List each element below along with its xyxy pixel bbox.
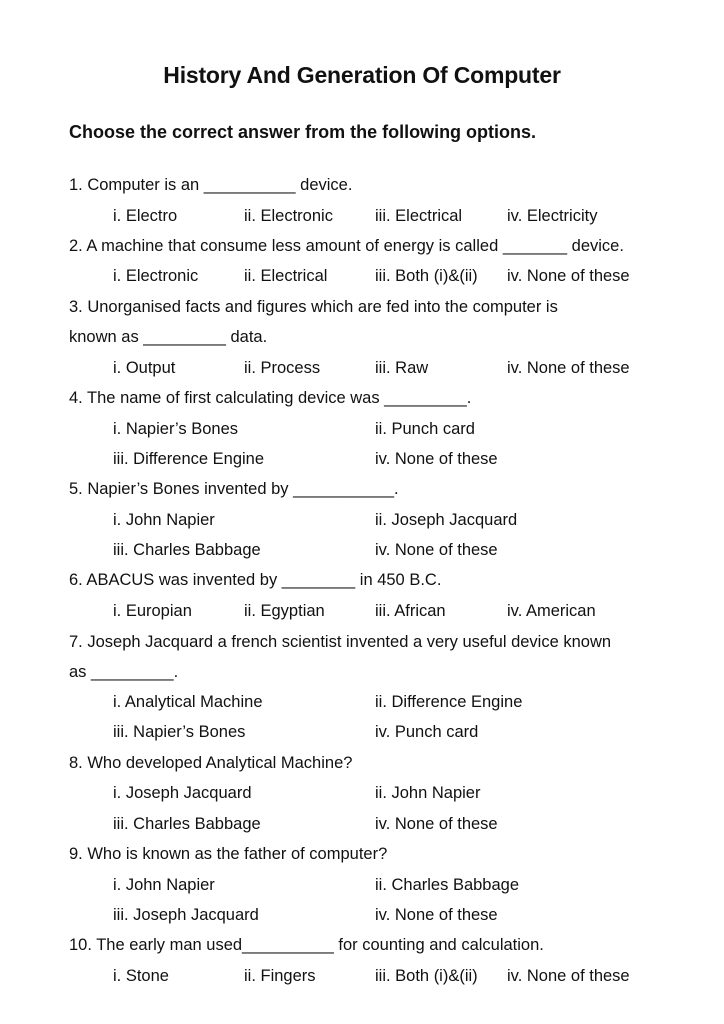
option: iv. None of these xyxy=(375,450,498,468)
option: iv. None of these xyxy=(507,267,630,285)
options-row xyxy=(0,602,724,626)
option: i. Analytical Machine xyxy=(113,693,263,711)
option: iv. Electricity xyxy=(507,207,598,225)
page-title: History And Generation Of Computer xyxy=(163,62,561,88)
options-row xyxy=(0,693,724,717)
options-row xyxy=(0,267,724,291)
question-7: 7. Joseph Jacquard a french scientist invented a very useful device known xyxy=(69,633,612,651)
option: iii. Joseph Jacquard xyxy=(113,906,259,924)
option: ii. Electrical xyxy=(244,267,328,285)
option: ii. Charles Babbage xyxy=(375,876,520,894)
option: i. Europian xyxy=(113,602,192,620)
option: ii. Egyptian xyxy=(244,602,325,620)
option: ii. Process xyxy=(244,359,321,377)
options-row xyxy=(0,207,724,231)
question-3-continued: known as _________ data. xyxy=(69,328,268,346)
question-9: 9. Who is known as the father of computer? xyxy=(69,845,388,863)
options-row xyxy=(0,815,724,839)
question-10: 10. The early man used__________ for counting and calculation. xyxy=(69,936,544,954)
options-row xyxy=(0,967,724,991)
options-row xyxy=(0,511,724,535)
option: iv. None of these xyxy=(375,906,498,924)
option: iii. Electrical xyxy=(375,207,463,225)
option: i. John Napier xyxy=(113,511,215,529)
option: iv. None of these xyxy=(507,359,630,377)
option: iv. None of these xyxy=(375,541,498,559)
option: iii. Raw xyxy=(375,359,429,377)
option: iv. American xyxy=(507,602,596,620)
option: iv. None of these xyxy=(375,815,498,833)
option: iii. Both (i)&(ii) xyxy=(375,267,478,285)
option: iv. None of these xyxy=(507,967,630,985)
options-row xyxy=(0,906,724,930)
question-5: 5. Napier’s Bones invented by ___________. xyxy=(69,480,399,498)
options-row xyxy=(0,359,724,383)
question-3: 3. Unorganised facts and figures which are fed into the computer is xyxy=(69,298,558,316)
option: iii. Charles Babbage xyxy=(113,815,261,833)
option: i. Electronic xyxy=(113,267,199,285)
question-6: 6. ABACUS was invented by ________ in 450 B.C. xyxy=(69,571,442,589)
option: ii. Fingers xyxy=(244,967,316,985)
question-8: 8. Who developed Analytical Machine? xyxy=(69,754,353,772)
option: ii. Joseph Jacquard xyxy=(375,511,518,529)
question-2: 2. A machine that consume less amount of energy is called _______ device. xyxy=(69,237,624,255)
option: iii. Difference Engine xyxy=(113,450,265,468)
option: iii. Napier’s Bones xyxy=(113,723,246,741)
question-1: 1. Computer is an __________ device. xyxy=(69,176,353,194)
option: iv. Punch card xyxy=(375,723,479,741)
option: i. Stone xyxy=(113,967,169,985)
options-row xyxy=(0,723,724,747)
option: ii. Punch card xyxy=(375,420,475,438)
question-7-continued: as _________. xyxy=(69,663,179,681)
option: i. John Napier xyxy=(113,876,215,894)
option: ii. Difference Engine xyxy=(375,693,523,711)
instructions: Choose the correct answer from the following options. xyxy=(69,122,537,142)
question-4: 4. The name of first calculating device was _________. xyxy=(69,389,472,407)
option: iii. Charles Babbage xyxy=(113,541,261,559)
option: i. Output xyxy=(113,359,176,377)
options-row xyxy=(0,784,724,808)
option: i. Napier’s Bones xyxy=(113,420,239,438)
option: i. Electro xyxy=(113,207,178,225)
option: iii. Both (i)&(ii) xyxy=(375,967,478,985)
options-row xyxy=(0,420,724,444)
option: ii. Electronic xyxy=(244,207,333,225)
options-row xyxy=(0,876,724,900)
option: iii. African xyxy=(375,602,446,620)
options-row xyxy=(0,541,724,565)
option: ii. John Napier xyxy=(375,784,481,802)
option: i. Joseph Jacquard xyxy=(113,784,252,802)
options-row xyxy=(0,450,724,474)
